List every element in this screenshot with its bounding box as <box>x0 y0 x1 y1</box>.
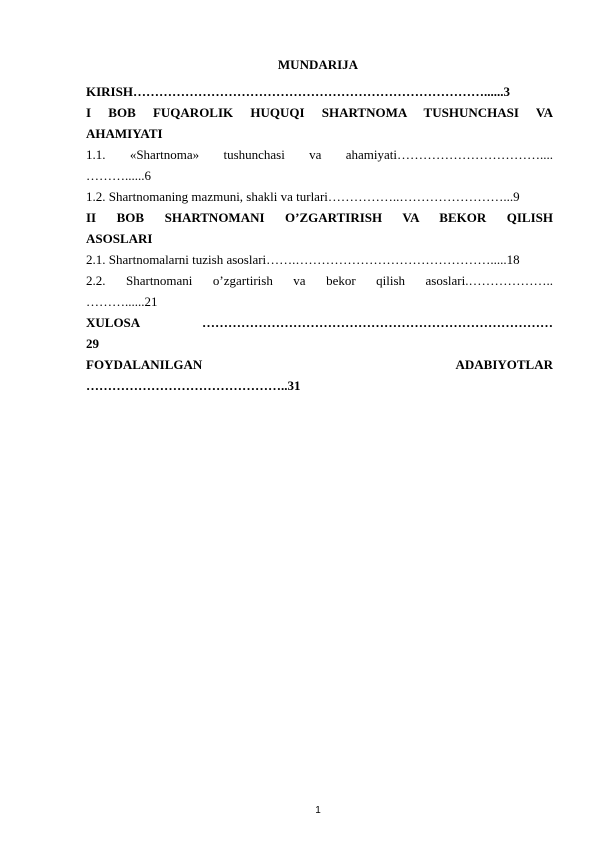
toc-entry-chapter-2-cont: ASOSLARI <box>86 231 153 246</box>
page-title: MUNDARIJA <box>277 57 359 72</box>
toc-entry-section-1-2: 1.2. Shartnomaning mazmuni, shakli va turlari……………..……………………...9 <box>86 189 520 204</box>
toc-entry-chapter-2: II BOB SHARTNOMANI O’ZGARTIRISH VA BEKOR QILISH <box>86 210 553 225</box>
toc-entry-chapter-1-cont: AHAMIYATI <box>86 126 163 141</box>
toc-entry-section-2-2: 2.2. Shartnomani o’zgartirish va bekor qilish asoslari.……………….. <box>86 273 553 288</box>
toc-entry-xulosa-page: 29 <box>86 336 99 351</box>
toc-entry-chapter-1: I BOB FUQAROLIK HUQUQI SHARTNOMA TUSHUNCHASI VA <box>86 105 553 120</box>
toc-entry-section-1-1: 1.1. «Shartnoma» tushunchasi va ahamiyati…………………………….... <box>86 147 553 162</box>
toc-entry-adabiyotlar: FOYDALANILGAN ADABIYOTLAR <box>86 357 553 372</box>
toc-entry-section-2-2-cont: ………......21 <box>86 294 158 309</box>
toc-entry-kirish: KIRISH………………………………………………………………………......3 <box>86 84 510 99</box>
page-number: 1 <box>315 805 321 816</box>
toc-entry-adabiyotlar-cont: ………………………………………..31 <box>86 378 301 393</box>
table-of-contents <box>86 81 553 396</box>
toc-entry-section-1-1-cont: ………......6 <box>86 168 151 183</box>
toc-entry-xulosa: XULOSA ……………………………………………………………………… <box>86 315 553 330</box>
toc-entry-section-2-1: 2.1. Shartnomalarni tuzish asoslari…….……………………………………….....18 <box>86 252 520 267</box>
